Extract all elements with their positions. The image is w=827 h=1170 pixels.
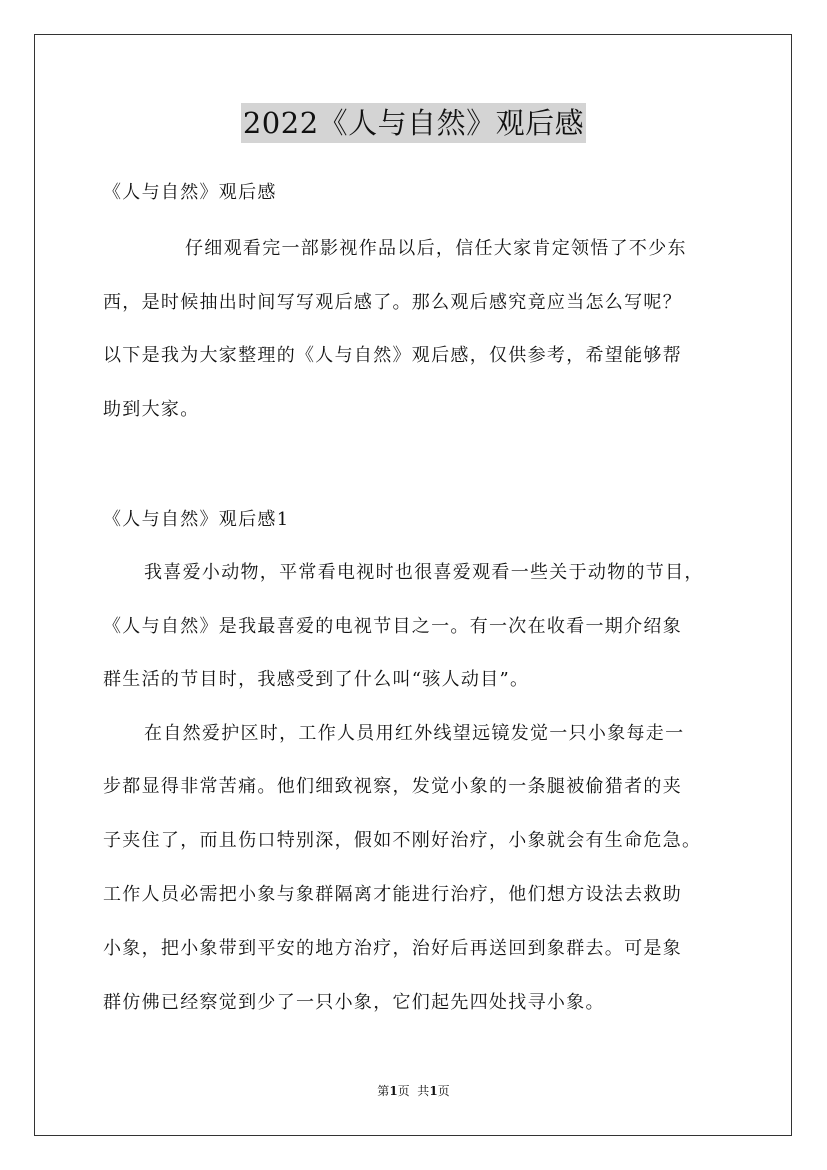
intro-line: 助到大家。 [103,399,200,420]
body-line: 步都显得非常苦痛。他们细致视察，发觉小象的一条腿被偷猎者的夹 [103,776,682,797]
body-line: 子夹住了，而且伤口特别深，假如不刚好治疗，小象就会有生命危急。 [103,830,702,851]
page-number-current: 1 [389,1084,398,1098]
body-line: 小象，把小象带到平安的地方治疗，治好后再送回到象群去。可是象 [103,938,682,959]
intro-line: 以下是我为大家整理的《人与自然》观后感，仅供参考，希望能够帮 [103,345,682,366]
body-line: 《人与自然》是我最喜爱的电视节目之一。有一次在收看一期介绍象 [103,616,682,637]
title-container [0,103,827,143]
body-line: 群仿佛已经察觉到少了一只小象，它们起先四处找寻小象。 [103,992,605,1013]
body-line: 工作人员必需把小象与象群隔离才能进行治疗，他们想方设法去救助 [103,884,682,905]
footer-suffix: 页 [437,1084,450,1098]
page-footer [0,1083,827,1099]
page-number-total: 1 [429,1084,438,1098]
intro-line: 仔细观看完一部影视作品以后，信任大家肯定领悟了不少东 [185,238,687,259]
intro-line: 西，是时候抽出时间写写观后感了。那么观后感究竟应当怎么写呢？ [103,292,682,313]
document-subtitle: 《人与自然》观后感 [103,182,277,203]
body-line: 群生活的节目时，我感受到了什么叫“骇人动目”。 [103,669,530,690]
body-line: 我喜爱小动物，平常看电视时也很喜爱观看一些关于动物的节目， [144,562,704,583]
footer-prefix: 第 [377,1084,390,1098]
section-heading: 《人与自然》观后感1 [103,509,290,530]
footer-mid: 页 共 [397,1084,430,1098]
body-line: 在自然爱护区时，工作人员用红外线望远镜发觉一只小象每走一 [144,723,685,744]
document-title: 2022《人与自然》观后感 [241,103,586,143]
